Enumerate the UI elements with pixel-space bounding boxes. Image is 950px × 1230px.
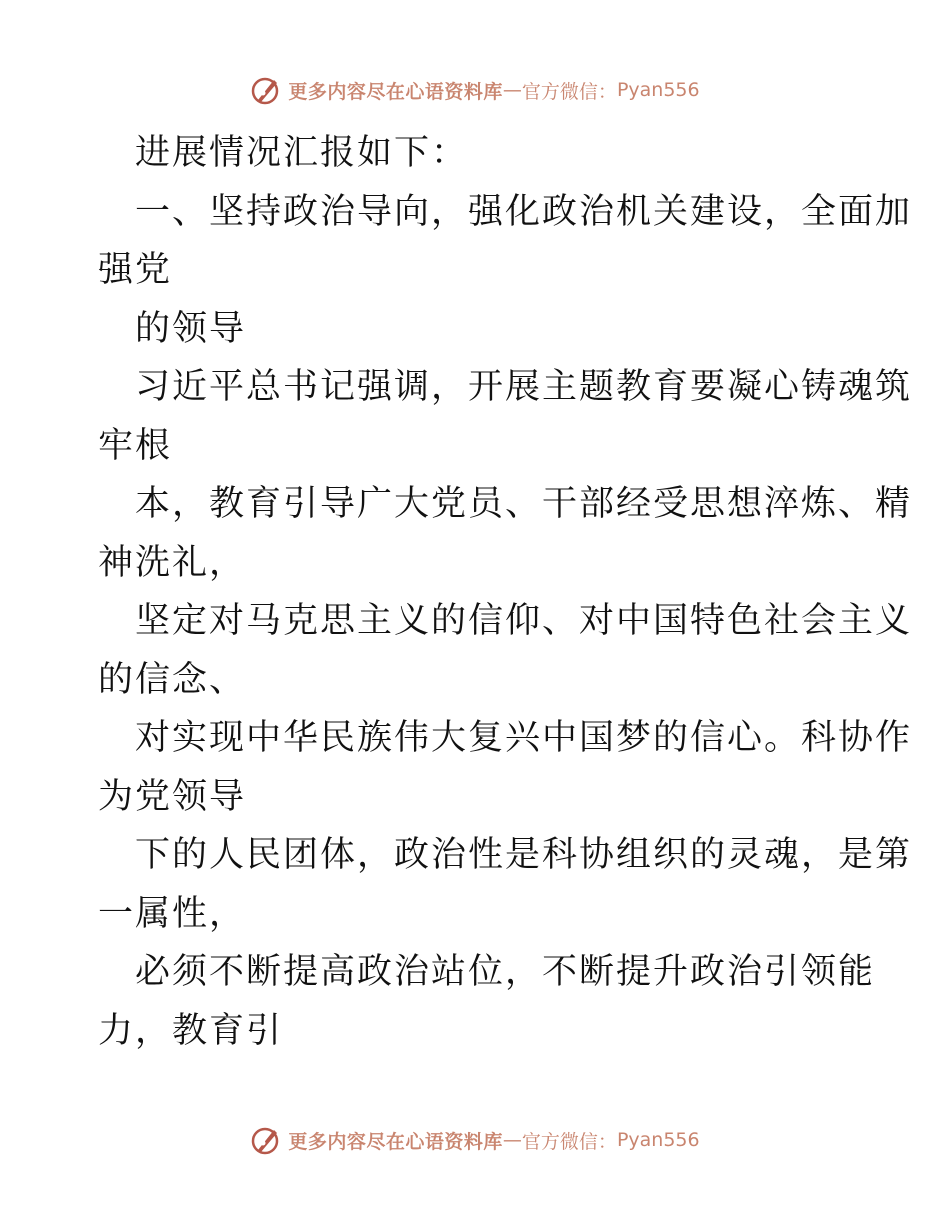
body-text-line: 下的人民团体，政治性是科协组织的灵魂，是第 — [135, 835, 913, 875]
body-text-line: 习近平总书记强调，开展主题教育要凝心铸魂筑 — [135, 367, 913, 407]
body-text-line: 坚定对马克思主义的信仰、对中国特色社会主义 — [135, 601, 913, 641]
watermark-brand-text: 更多内容尽在心语资料库 — [288, 80, 503, 103]
body-text-line: 牢根 — [98, 425, 173, 466]
watermark-official-label: 官方微信： — [521, 80, 617, 103]
quill-in-circle-icon — [250, 74, 282, 106]
watermark-dash: — — [502, 1129, 522, 1151]
body-text-line: 为党领导 — [98, 776, 247, 817]
watermark-wechat-id: Pyan556 — [616, 79, 700, 101]
body-text-line: 的领导 — [135, 308, 247, 349]
body-text-line: 神洗礼， — [98, 542, 247, 583]
body-text-line: 必须不断提高政治站位，不断提升政治引领能 — [135, 952, 876, 992]
header-watermark — [0, 70, 950, 110]
body-text-line: 的信念、 — [98, 659, 247, 700]
watermark-brand-text: 更多内容尽在心语资料库 — [288, 1130, 503, 1153]
watermark-dash: — — [502, 79, 522, 101]
body-text-line: 力，教育引 — [98, 1010, 284, 1051]
quill-in-circle-icon — [250, 1124, 282, 1156]
body-text-line: 对实现中华民族伟大复兴中国梦的信心。科协作 — [135, 718, 913, 758]
document-body — [98, 124, 913, 1060]
body-text-line: 进展情况汇报如下： — [135, 133, 469, 173]
body-text-line: 强党 — [98, 250, 173, 290]
footer-watermark — [0, 1120, 950, 1160]
body-text-line: 本，教育引导广大党员、干部经受思想淬炼、精 — [135, 484, 913, 524]
body-text-line: 一、坚持政治导向，强化政治机关建设，全面加 — [135, 191, 913, 232]
watermark-official-label: 官方微信： — [521, 1130, 617, 1153]
watermark-wechat-id: Pyan556 — [616, 1129, 700, 1151]
body-text-line: 一属性， — [98, 893, 247, 934]
